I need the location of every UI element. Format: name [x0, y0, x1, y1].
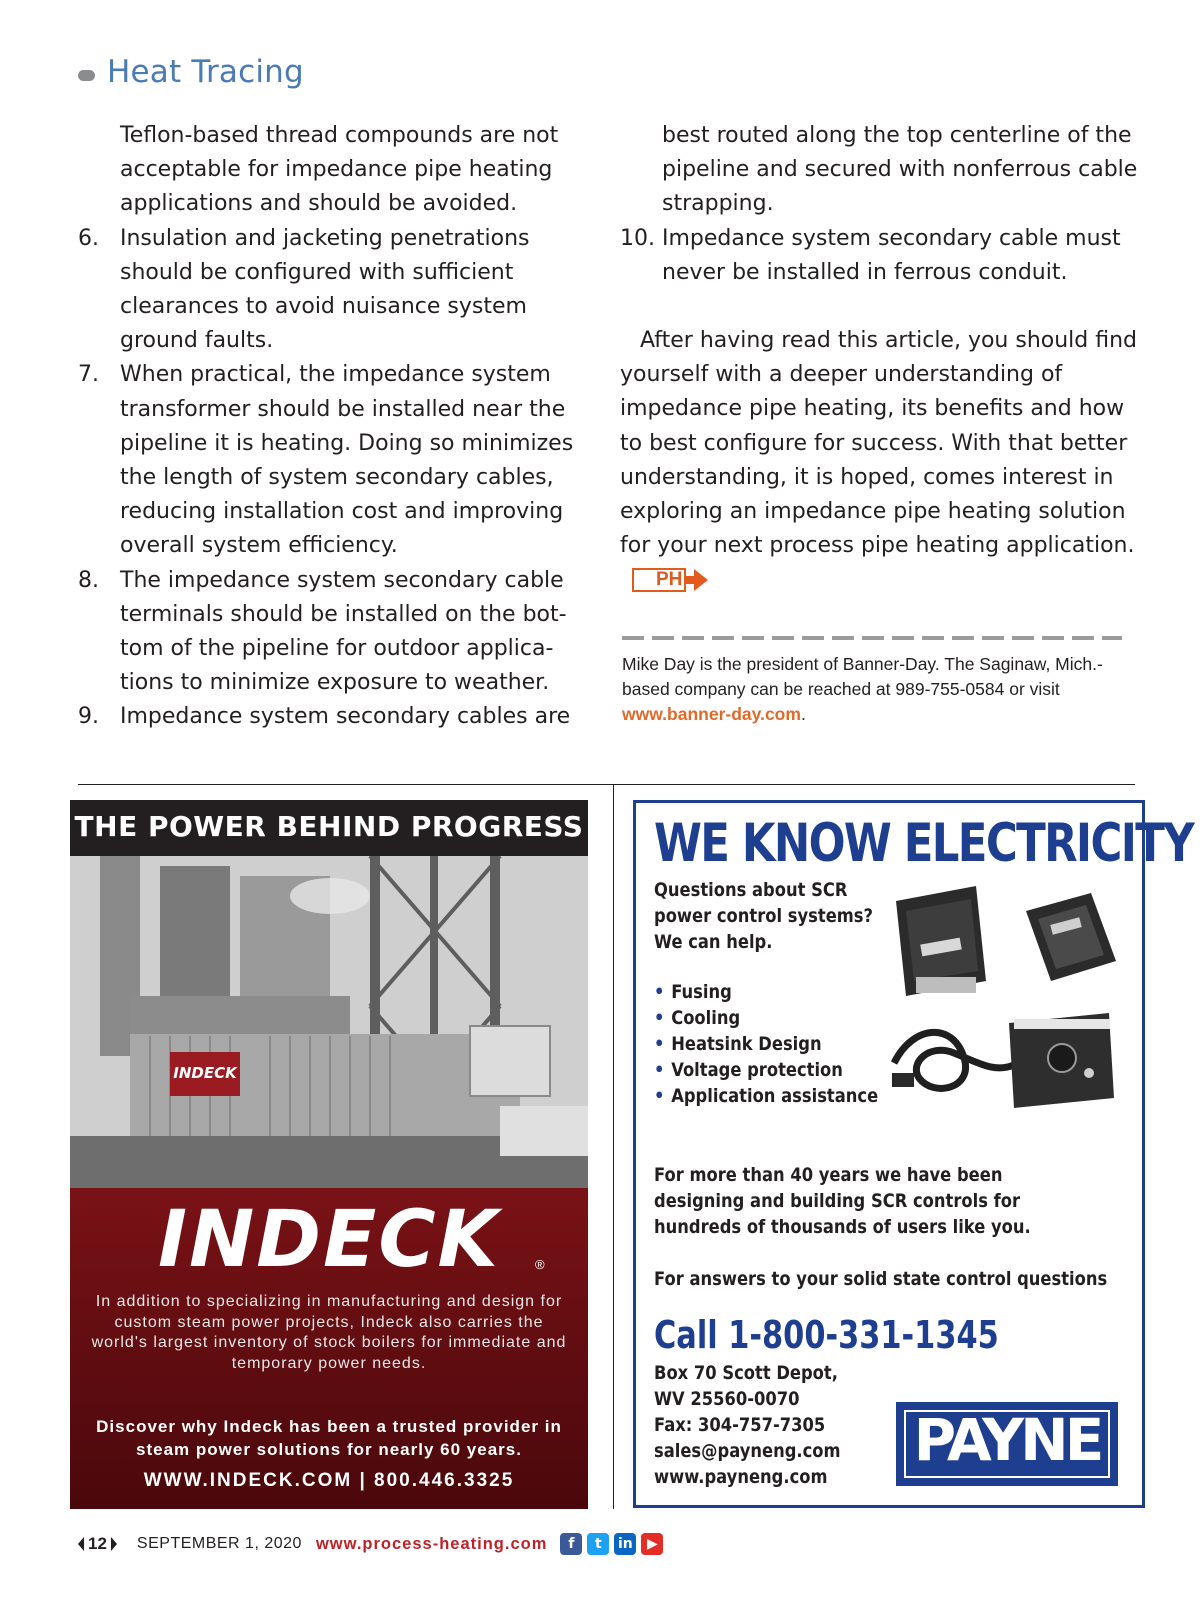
- list-item-text: Teflon-based thread compounds are not acceptable for impedance pipe heating applications and should be avoided.: [120, 123, 559, 217]
- feature-text: Fusing: [671, 981, 732, 1003]
- page-number: 12: [88, 1534, 107, 1553]
- payne-fax: Fax: 304-757-7305: [654, 1414, 826, 1436]
- payne-logo-text: PAYNE: [913, 1406, 1101, 1474]
- list-item-number: 6.: [78, 225, 99, 251]
- twitter-icon[interactable]: t: [587, 1533, 609, 1555]
- conclusion-text: After having read this article, you should find yourself with a deeper understanding of impedance pipe heating, its benefits and how to best configure for success. With that better understanding, it is hoped, comes interest in exploring an impedance pipe heating solution for your next process pipe heating application.: [620, 328, 1138, 559]
- feature-item: [654, 1083, 878, 1109]
- payne-headline: WE KNOW ELECTRICITY: [654, 813, 1194, 874]
- payne-answers: For answers to your solid state control questions: [654, 1268, 1108, 1290]
- author-bio-end: .: [800, 704, 806, 724]
- right-list: [620, 119, 1140, 290]
- conclusion-paragraph: [620, 324, 1140, 598]
- indeck-headline: THE POWER BEHIND PROGRESS: [74, 810, 584, 843]
- list-item: [78, 119, 578, 222]
- ad-divider-vertical: [613, 784, 614, 1509]
- power-controller-product-photo: [884, 1003, 1124, 1113]
- list-item: [78, 222, 578, 359]
- section-bullet-icon: [78, 70, 95, 81]
- feature-text: Cooling: [671, 1007, 741, 1029]
- list-item-text: Impedance system secondary cable must never be installed in ferrous conduit.: [662, 225, 1121, 285]
- author-bio-text: Mike Day is the president of Banner-Day. The Saginaw, Mich.-based company can be reached at 989-755-0584 or visit: [622, 654, 1103, 699]
- list-item: [620, 119, 1140, 222]
- payne-address: [654, 1360, 841, 1490]
- list-item-text: When practical, the impedance system transformer should be installed near the pipeline it is heating. Doing so minimizes the length of system secondary cables, reducing installation cost and improving overall system efficiency.: [120, 362, 574, 559]
- payne-history-line: hundreds of thousands of users like you.: [654, 1216, 1031, 1238]
- magazine-website-link[interactable]: www.process-heating.com: [315, 1534, 548, 1553]
- indeck-boiler-photo: [70, 856, 588, 1188]
- article-left-column: [78, 119, 578, 735]
- issue-date: SEPTEMBER 1, 2020: [136, 1535, 302, 1552]
- section-header: [78, 52, 304, 92]
- list-item: [78, 700, 578, 734]
- payne-advertisement[interactable]: [633, 800, 1194, 1508]
- payne-logo: [896, 1402, 1118, 1486]
- author-divider: [622, 636, 1122, 640]
- indeck-logo: INDECK: [157, 1195, 500, 1285]
- list-item: [78, 564, 578, 701]
- payne-address-line: WV 25560-0070: [654, 1388, 800, 1410]
- payne-email-link[interactable]: sales@payneng.com: [654, 1440, 841, 1462]
- list-item: [78, 358, 578, 563]
- payne-intro: [654, 877, 873, 955]
- bullet-icon: •: [654, 1007, 665, 1029]
- bullet-icon: •: [654, 1033, 665, 1055]
- page-left-arrow-icon: [78, 1537, 84, 1551]
- payne-intro-line: We can help.: [654, 931, 773, 953]
- payne-history-line: designing and building SCR controls for: [654, 1190, 1021, 1212]
- author-bio: [622, 652, 1132, 727]
- feature-item: [654, 1057, 878, 1083]
- facebook-icon[interactable]: f: [560, 1533, 582, 1555]
- youtube-icon[interactable]: ▶: [641, 1533, 663, 1555]
- payne-website-link[interactable]: www.payneng.com: [654, 1466, 828, 1488]
- indeck-body-text: In addition to specializing in manufacturing and design for custom steam power projects, Indeck also carries the world's largest inventory of stock boilers for immediate and temporary power needs.: [91, 1293, 567, 1372]
- ph-end-mark-icon: [632, 568, 708, 592]
- feature-item: [654, 1005, 878, 1031]
- indeck-contact-line[interactable]: WWW.INDECK.COM | 800.446.3325: [143, 1470, 515, 1491]
- indeck-registered-mark: ®: [535, 1257, 545, 1272]
- feature-item: [654, 1031, 878, 1057]
- feature-text: Application assistance: [671, 1085, 879, 1107]
- list-item-number: 8.: [78, 567, 99, 593]
- list-item-number: 10.: [620, 225, 655, 251]
- payne-history: [654, 1162, 1031, 1240]
- section-title: Heat Tracing: [107, 54, 304, 90]
- page-footer: [78, 1530, 663, 1558]
- list-item-text: Impedance system secondary cables are: [120, 704, 571, 730]
- social-links: [555, 1533, 663, 1555]
- author-website-link[interactable]: www.banner-day.com: [622, 704, 801, 724]
- linkedin-icon[interactable]: in: [614, 1533, 636, 1555]
- feature-text: Heatsink Design: [671, 1033, 822, 1055]
- payne-intro-line: power control systems?: [654, 905, 874, 927]
- payne-address-line: Box 70 Scott Depot,: [654, 1362, 838, 1384]
- ph-end-mark-text: PH: [632, 568, 686, 592]
- scr-controller-product-photo: [886, 881, 1126, 1001]
- boiler-label: INDECK: [173, 1064, 237, 1082]
- ad-divider-horizontal: [78, 784, 1135, 785]
- bullet-icon: •: [654, 981, 665, 1003]
- list-item-text: The impedance system secondary cable terminals should be installed on the bot-tom of the pipeline for outdoor applica-tions to minimize exposure to weather.: [120, 567, 567, 696]
- list-item-text: best routed along the top centerline of the pipeline and secured with nonferrous cable strapping.: [662, 123, 1138, 217]
- payne-history-line: For more than 40 years we have been: [654, 1164, 1003, 1186]
- feature-item: [654, 979, 878, 1005]
- payne-feature-list: [654, 979, 878, 1109]
- page-right-arrow-icon: [111, 1537, 117, 1551]
- indeck-tagline: Discover why Indeck has been a trusted provider in steam power solutions for nearly 60 years.: [96, 1417, 562, 1459]
- list-item-number: 7.: [78, 362, 99, 388]
- list-item-number: 9.: [78, 704, 99, 730]
- bullet-icon: •: [654, 1085, 665, 1107]
- article-right-column: [620, 119, 1140, 598]
- list-item: [620, 222, 1140, 290]
- indeck-advertisement[interactable]: [70, 800, 588, 1509]
- payne-phone[interactable]: Call 1-800-331-1345: [654, 1313, 999, 1357]
- list-item-text: Insulation and jacketing penetrations should be configured with sufficient clearances to avoid nuisance system ground faults.: [120, 225, 530, 354]
- feature-text: Voltage protection: [671, 1059, 843, 1081]
- boiler-illustration: [70, 856, 588, 1188]
- bullet-icon: •: [654, 1059, 665, 1081]
- payne-intro-line: Questions about SCR: [654, 879, 848, 901]
